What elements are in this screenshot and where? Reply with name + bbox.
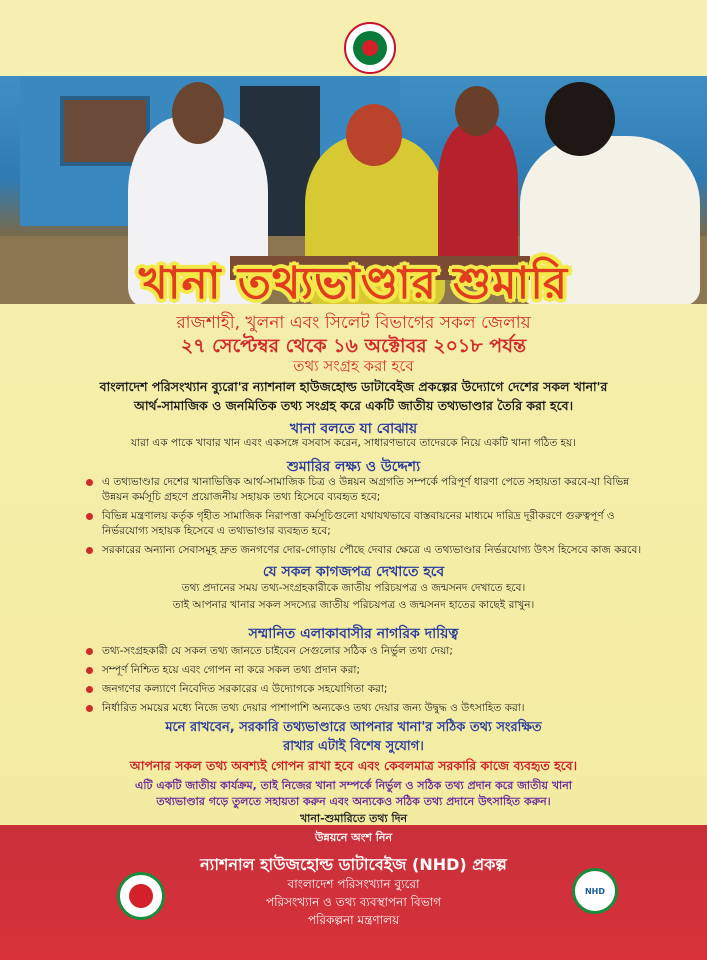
duties-list [86, 644, 646, 720]
duty-item: নির্ধারিত সময়ের মধ্যে নিজে তথ্য দেয়ার পাশাপাশি অন্যকেও তথ্য দেয়ার জন্য উদ্বুদ্ধ ও উৎসাহিত করা। [86, 701, 646, 716]
documents-line-1: তথ্য প্রদানের সময় তথ্য-সংগ্রহকারীকে জাতীয় পরিচয়পত্র ও জন্মসনদ দেখাতে হবে। [181, 582, 526, 594]
household-heading: খানা বলতে যা বোঝায় [289, 421, 418, 437]
confidential-notice: আপনার সকল তথ্য অবশ্যই গোপন রাখা হবে এবং কেবলমাত্র সরকারি কাজে ব্যবহৃত হবে। [129, 758, 578, 773]
footer-org-3: পরিকল্পনা মন্ত্রণালয় [307, 913, 400, 927]
goal-item: এ তথ্যভাণ্ডার দেশের খানাভিত্তিক আর্থ-সামাজিক চিত্র ও উন্নয়ন অগ্রগতি সম্পর্কে পরিপূর্ণ ধারণা পেতে সহায়তা করবে-যা বিভিন্ন উন্নয়ন কর্মসূচি গ্রহণে প্রয়োজনীয় সহায়ক তথ্য হিসেবে ব্যবহৃত হবে; [86, 475, 646, 505]
appeal-line-2: তথ্যভাণ্ডার গড়ে তুলতে সহায়তা করুন এবং অন্যকেও সঠিক তথ্য প্রদানে উৎসাহিত করুন। [156, 795, 551, 808]
household-definition: যারা এক পাকে খাবার খান এবং একসঙ্গে বসবাস করেন, সাধারণভাবে তাদেরকে নিয়ে একটি খানা গঠিত হয়। [131, 437, 576, 449]
documents-heading: যে সকল কাগজপত্র দেখাতে হবে [262, 564, 445, 580]
duty-item: সম্পূর্ণ নিশ্চিত হয়ে এবং গোপন না করে সকল তথ্য প্রদান করা; [86, 663, 646, 678]
date-range-text: ২৭ সেপ্টেম্বর থেকে ১৬ অক্টোবর ২০১৮ পর্যন্ত [180, 335, 527, 357]
footer-project-name: ন্যাশনাল হাউজহোল্ড ডাটাবেইজ (NHD) প্রকল্প [200, 855, 507, 874]
footer-org-1: বাংলাদেশ পরিসংখ্যান ব্যুরো [287, 877, 420, 891]
duties-heading: সম্মানিত এলাকাবাসীর নাগরিক দায়িত্ব [248, 626, 459, 642]
intro-line-2: আর্থ-সামাজিক ও জনমিতিক তথ্য সংগ্রহ করে একটি জাতীয় তথ্যভাণ্ডার তৈরি করা হবে। [133, 398, 574, 413]
reminder-line-1: মনে রাখবেন, সরকারি তথ্যভাণ্ডারে আপনার খানা'র সঠিক তথ্য সংরক্ষিত [165, 720, 542, 735]
footer-org-2: পরিসংখ্যান ও তথ্য ব্যবস্থাপনা বিভাগ [265, 895, 442, 909]
duty-item: জনগণের কল্যাণে নিবেদিত সরকারের এ উদ্যোগকে সহযোগিতা করা; [86, 682, 646, 697]
slogan-line-2: উন্নয়নে অংশ নিন [314, 831, 393, 844]
nhd-logo: NHD [572, 868, 618, 914]
goal-item: সরকারের অন্যান্য সেবাসমূহ দ্রুত জনগণের দোর-গোড়ায় পৌছে দেবার ক্ষেত্রে এ তথ্যভাণ্ডার নির্ভরযোগ্য উৎস হিসেবে কাজ করবে। [86, 543, 646, 558]
slogan-line-1: খানা-শুমারিতে তথ্য দিন [299, 812, 408, 825]
goals-heading: শুমারির লক্ষ্য ও উদ্দেশ্য [286, 459, 421, 475]
regions-text: রাজশাহী, খুলনা এবং সিলেট বিভাগের সকল জেলায় [176, 313, 531, 333]
documents-line-2: তাই আপনার খানার সকল সদস্যের জাতীয় পরিচয়পত্র ও জন্মসনদ হাতের কাছেই রাখুন। [172, 599, 535, 611]
goals-list [86, 475, 646, 562]
reminder-line-2: রাখার এটাই বিশেষ সুযোগ। [283, 739, 424, 754]
collection-text: তথ্য সংগ্রহ করা হবে [293, 357, 414, 375]
intro-line-1: বাংলাদেশ পরিসংখ্যান ব্যুরো'র ন্যাশনাল হাউজহোল্ড ডাটাবেইজ প্রকল্পের উদ্যোগে দেশের সকল খানা'র [99, 379, 608, 394]
bbs-logo [117, 872, 165, 920]
poster-headline: খানা তথ্যভাণ্ডার শুমারি [138, 258, 569, 309]
appeal-line-1: এটি একটি জাতীয় কার্যক্রম, তাই নিজের খানা সম্পর্কে নির্ভুল ও সঠিক তথ্য প্রদান করে জাতীয় খানা [134, 779, 572, 792]
duty-item: তথ্য-সংগ্রহকারী যে সকল তথ্য জানতে চাইবেন সেগুলোর সঠিক ও নির্ভুল তথ্য দেয়া; [86, 644, 646, 659]
goal-item: বিভিন্ন মন্ত্রণালয় কর্তৃক গৃহীত সামাজিক নিরাপত্তা কর্মসূচিগুলো যথাযথভাবে বাস্তবায়নের মাধ্যমে দারিদ্র দূরীকরণে গুরুত্বপূর্ণ ও নির্ভরযোগ্য সহায়ক হিসেবে এ তথ্যভাণ্ডার ব্যবহৃত হবে; [86, 509, 646, 539]
government-emblem-logo [344, 22, 396, 74]
